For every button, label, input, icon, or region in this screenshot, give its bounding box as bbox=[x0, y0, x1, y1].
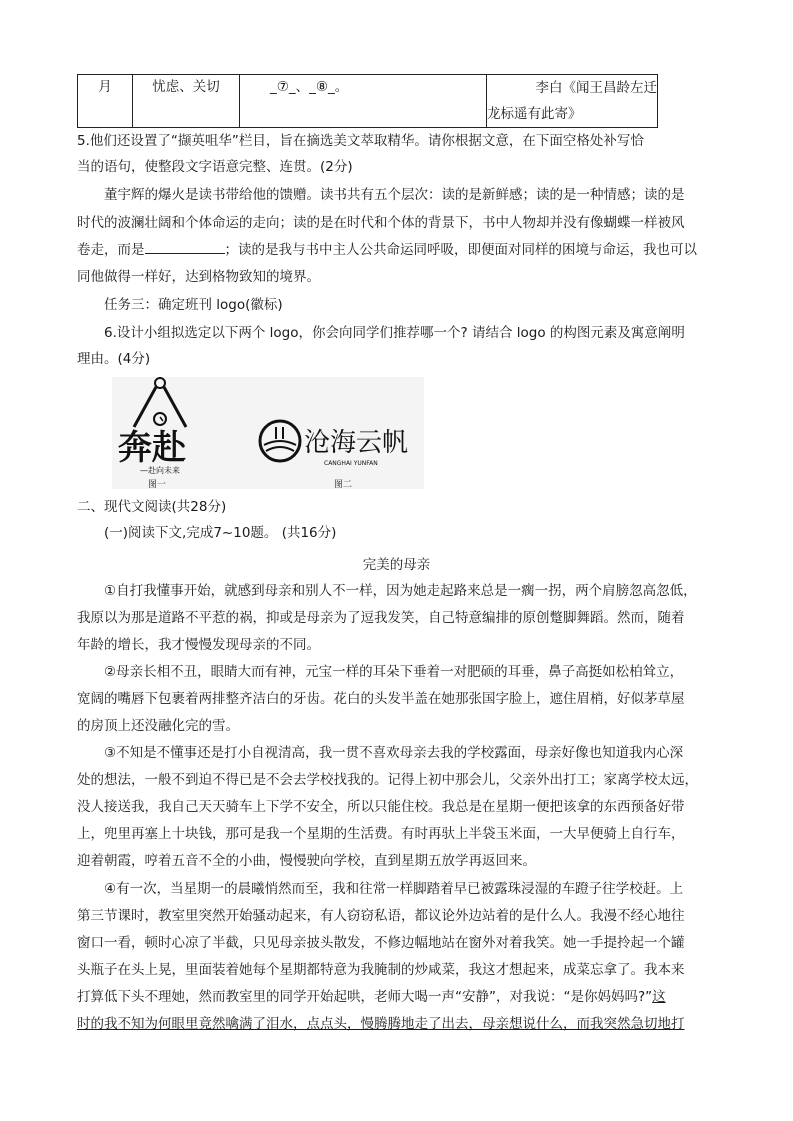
para-dong-line-3-a: 卷走，而是 bbox=[77, 242, 145, 258]
logo1-text: 奔赴 bbox=[118, 428, 186, 468]
task3-heading: 任务三：确定班刊 logo(徽标) bbox=[104, 297, 283, 313]
p3-line-4: 上，兜里再塞上十块钱，那可是我一个星期的生活费。有时再驮上半袋玉米面，一大早便骑上自行车， bbox=[77, 826, 685, 842]
p4-line-2: 第三节课时，教室里突然开始骚动起来，有人窃窃私语，都议论外边站着的是什么人。我漫不经心地往 bbox=[77, 908, 685, 924]
para-dong-line-4: 同他做得一样好，达到格物致知的境界。 bbox=[77, 269, 320, 285]
p4-line-1: ④有一次，当星期一的晨曦悄然而至，我和往常一样脚踏着早已被露珠浸湿的车蹬子往学校赶。上 bbox=[104, 881, 684, 897]
p4-line-5 bbox=[77, 984, 666, 1010]
table-cell-blanks: _⑦_、_⑧_。 bbox=[240, 75, 487, 128]
p4-line-4: 头瓶子在头上晃，里面装着她每个星期都特意为我腌制的炒咸菜，我这才想起来，成菜忘拿了。我本来 bbox=[77, 962, 685, 978]
p1-line-1: ①自打我懂事开始，就感到母亲和别人不一样，因为她走起路来总是一瘸一拐，两个肩膀忽高忽低， bbox=[104, 583, 697, 599]
section2-heading: 二、现代文阅读(共28分) bbox=[77, 499, 227, 515]
table-cell-month: 月 bbox=[78, 75, 133, 128]
logo2-subtitle: CANGHAI YUNFAN bbox=[324, 460, 378, 467]
p3-line-2: 处的想法，一般不到迫不得已是不会去学校找我的。记得上初中那会儿，父亲外出打工；家离学校太远， bbox=[77, 772, 698, 788]
answer-blank[interactable] bbox=[145, 239, 225, 254]
p4-line-5-a: 打算低下头不理她，然而教室里的同学开始起哄，老师大喝一声“安静”，对我说：“是你妈妈吗?” bbox=[77, 989, 653, 1005]
q6-line-1: 6.设计小组拟选定以下两个 logo，你会向同学们推荐哪一个? 请结合 logo 的构图元素及寓意阐明 bbox=[104, 325, 685, 341]
logo2-text: 沧海云帆 bbox=[304, 428, 409, 458]
q6-line-2: 理由。(4分) bbox=[77, 351, 151, 367]
para-dong-line-1: 董宇辉的爆火是读书带给他的馈赠。读书共有五个层次：读的是新鲜感；读的是一种情感；读的是 bbox=[104, 187, 685, 203]
q5-line-1: 5.他们还设置了“撷英咀华”栏目，旨在摘选美文萃取精华。请你根据文意，在下面空格处补写恰 bbox=[77, 133, 644, 149]
logo-figure-svg bbox=[112, 377, 424, 489]
story-title: 完美的母亲 bbox=[362, 557, 431, 573]
source-line-1: 李白《闻王昌龄左迁 bbox=[535, 80, 657, 96]
para-dong-line-3-b: ；读的是我与书中主人公共命运同呼吸，即便面对同样的困境与命运，我也可以 bbox=[224, 242, 697, 258]
p4-line-6: 时的我不知为何眼里竟然噙满了泪水，点点头，慢腾腾地走了出去，母亲想说什么，而我突然急切地打 bbox=[77, 1016, 685, 1032]
logo2-caption: 图二 bbox=[334, 480, 353, 489]
table-cell-emotion: 忧虑、关切 bbox=[133, 75, 240, 128]
p2-line-3: 的房顶上还没融化完的雪。 bbox=[77, 718, 239, 734]
sub1-heading: (一)阅读下文,完成7~10题。 (共16分) bbox=[104, 525, 337, 541]
p1-line-3: 年龄的增长，我才慢慢发现母亲的不同。 bbox=[77, 637, 320, 653]
logo-options-figure bbox=[112, 377, 424, 489]
logo2-mark bbox=[260, 421, 300, 461]
info-table bbox=[77, 74, 658, 128]
table-cell-source bbox=[487, 75, 658, 128]
table-row bbox=[78, 75, 658, 128]
logo1-subtitle: —赴向未来 bbox=[140, 466, 180, 475]
p1-line-2: 我原以为那是道路不平惹的祸，抑或是母亲为了逗我发笑，自己特意编排的原创蹩脚舞蹈。然而，随着 bbox=[77, 610, 685, 626]
logo1-caption: 图一 bbox=[148, 480, 167, 489]
p2-line-2: 宽阔的嘴唇下包裹着两排整齐洁白的牙齿。花白的头发半盖在她那张国字脸上，遮住眉梢，好似茅草屋 bbox=[77, 691, 685, 707]
source-line-2: 龙标遥有此寄》 bbox=[487, 106, 582, 122]
p3-line-3: 没人接送我，我自己天天骑车上下学不安全，所以只能住校。我总是在星期一便把该拿的东西预备好带 bbox=[77, 799, 685, 815]
p4-line-5-b: 这 bbox=[652, 989, 666, 1005]
p4-line-3: 窗口一看，顿时心凉了半截，只见母亲披头散发，不修边幅地站在窗外对着我笑。她一手提拎起一个罐 bbox=[77, 935, 685, 951]
para-dong-line-3 bbox=[77, 237, 697, 263]
para-dong-line-2: 时代的波澜壮阔和个体命运的走向；读的是在时代和个体的背景下，书中人物却并没有像蝴蝶一样被风 bbox=[77, 215, 685, 231]
logo1-mark bbox=[134, 378, 186, 427]
p2-line-1: ②母亲长相不丑，眼睛大而有神，元宝一样的耳朵下垂着一对肥硕的耳垂，鼻子高挺如松柏耸立， bbox=[104, 664, 684, 680]
p3-line-5: 迎着朝霞，哼着五音不全的小曲，慢慢驶向学校，直到星期五放学再返回来。 bbox=[77, 853, 536, 869]
q5-line-2: 当的语句，使整段文字语意完整、连贯。(2分) bbox=[77, 159, 353, 175]
p3-line-1: ③不知是不懂事还是打小自视清高，我一贯不喜欢母亲去我的学校露面，母亲好像也知道我内心深 bbox=[104, 745, 684, 761]
